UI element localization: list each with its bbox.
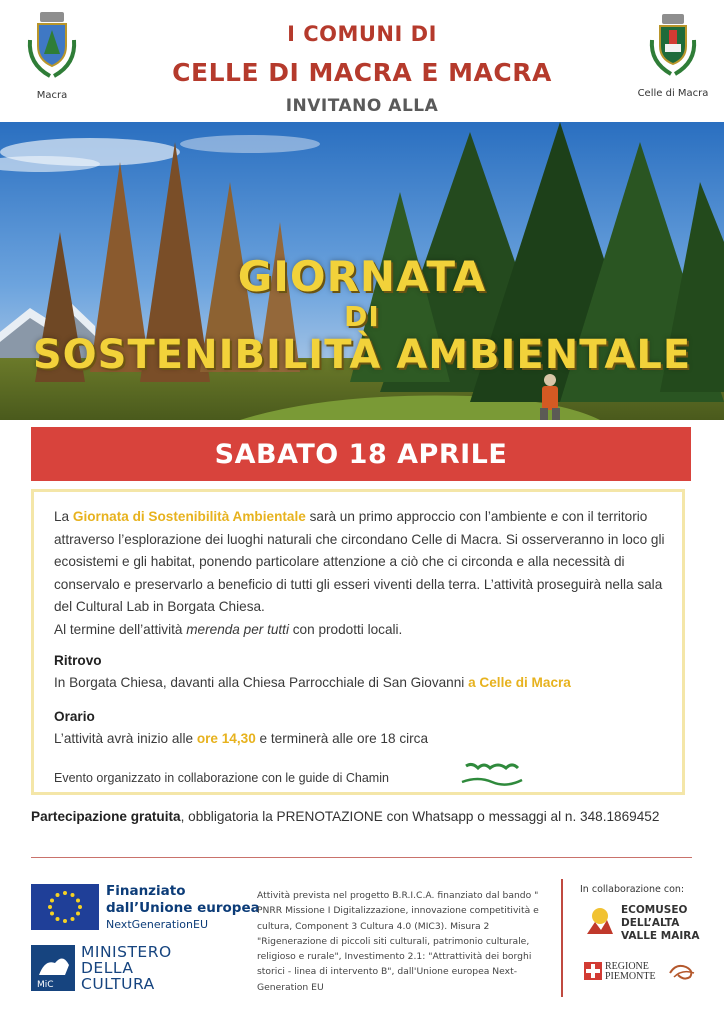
swirl-partner-logo-icon [666,959,700,983]
hero-title-line-3: SOSTENIBILITÀ AMBIENTALE [32,332,692,378]
svg-text:MiC: MiC [37,980,54,990]
ritrovo-highlight: a Celle di Macra [468,675,571,690]
hero-image [0,122,724,420]
intro-closing-lead: Al termine dell’attività [54,621,187,637]
ecomuseo-text [621,904,699,943]
ritrovo-body: In Borgata Chiesa, davanti alla Chiesa Parrocchiale di San Giovanni [54,675,469,690]
piemonte-line-1: REGIONE [605,961,649,972]
header-line-1: I COMUNI DI [287,22,437,46]
eu-line-2: dall’Unione europea [106,900,260,916]
celle-di-macra-crest-caption: Celle di Macra [637,88,709,99]
participation-bold: Partecipazione gratuita [31,809,181,824]
piemonte-line-2: PIEMONTE [605,971,656,982]
mic-line-2: DELLA [81,959,134,977]
participation-info [31,806,671,828]
mic-line-1: MINISTERO [81,943,172,961]
regione-piemonte-logo-icon [584,962,602,980]
orario-text [54,731,428,746]
footer-vertical-separator [561,879,563,997]
organizer-note: Evento organizzato in collaborazione con le guide di Chamin [54,771,389,785]
hero-title-line-2: DI [344,300,380,333]
intro-highlight: Giornata di Sostenibilità Ambientale [72,509,306,524]
orario-lead: L’attività avrà inizio alle [54,731,197,746]
eco-line-1: ECOMUSEO [621,904,688,916]
intro-lead: La [54,509,73,524]
participation-text: , obbligatoria la PRENOTAZIONE con Whatsapp o messaggi al n. 348.1869452 [180,809,660,824]
intro-closing-italic: merenda per tutti [186,621,289,637]
ritrovo-text [54,675,571,690]
chamin-logo-icon [458,760,526,788]
intro-paragraph [54,506,670,641]
header-line-2: CELLE DI MACRA E MACRA [172,58,552,87]
eu-line-1: Finanziato [106,883,186,899]
event-description-box [31,489,685,795]
regione-piemonte-text [605,962,656,982]
orario-highlight: ore 14,30 [196,731,256,746]
macra-crest-caption: Macra [36,90,68,101]
eu-funding-text [106,883,260,932]
mic-line-3: CULTURA [81,975,155,993]
hero-title-line-1: GIORNATA [237,252,487,301]
orario-tail: e terminerà alle ore 18 circa [255,731,429,746]
orario-title: Orario [54,709,95,724]
collaboration-title: In collaborazione con: [580,884,685,895]
event-date-banner [31,427,691,481]
intro-closing-tail: con prodotti locali. [288,621,403,637]
eu-line-3: NextGenerationEU [106,918,208,931]
project-funding-note: Attività prevista nel progetto B.R.I.C.A. finanziato dal bando " PNRR Missione I Digitalizzazione, innovazione competitività e cultura, Component 3 Cultura 4.0 (MIC3). Misura 2 "Rigenerazione di piccoli siti culturali, patrimonio culturale, religioso e rurale", Investimento 2.1: "Attrattività dei borghi storici - linea di intervento B", dall'Unione europea Next-Generation EU [257,890,539,993]
footer-divider [31,857,692,858]
eu-flag-icon [31,884,99,930]
eco-line-3: VALLE MAIRA [621,930,700,942]
ministry-of-culture-logo-icon [31,945,75,991]
ministry-text [81,944,172,992]
eco-line-2: DELL’ALTA [621,917,680,929]
event-date-label: SABATO 18 APRILE [214,438,508,470]
ritrovo-title: Ritrovo [54,653,102,668]
intro-body: sarà un primo approccio con l’ambiente e con il territorio attraverso l’esplorazione dei luoghi naturali che circondano Celle di Macra. Si osserveranno in loco gli ecosistemi e gli habitat, ponendo particolare attenzione a ciò che ci circonda e alla necessità di conservalo e preservarlo a beneficio di tutti gli esseri viventi della terra. L’attività proseguirà nella sala del Cultural Lab in Borgata Chiesa. [54,509,665,614]
ecomuseo-logo-icon [585,904,615,938]
header-line-3: INVITANO ALLA [285,96,439,116]
